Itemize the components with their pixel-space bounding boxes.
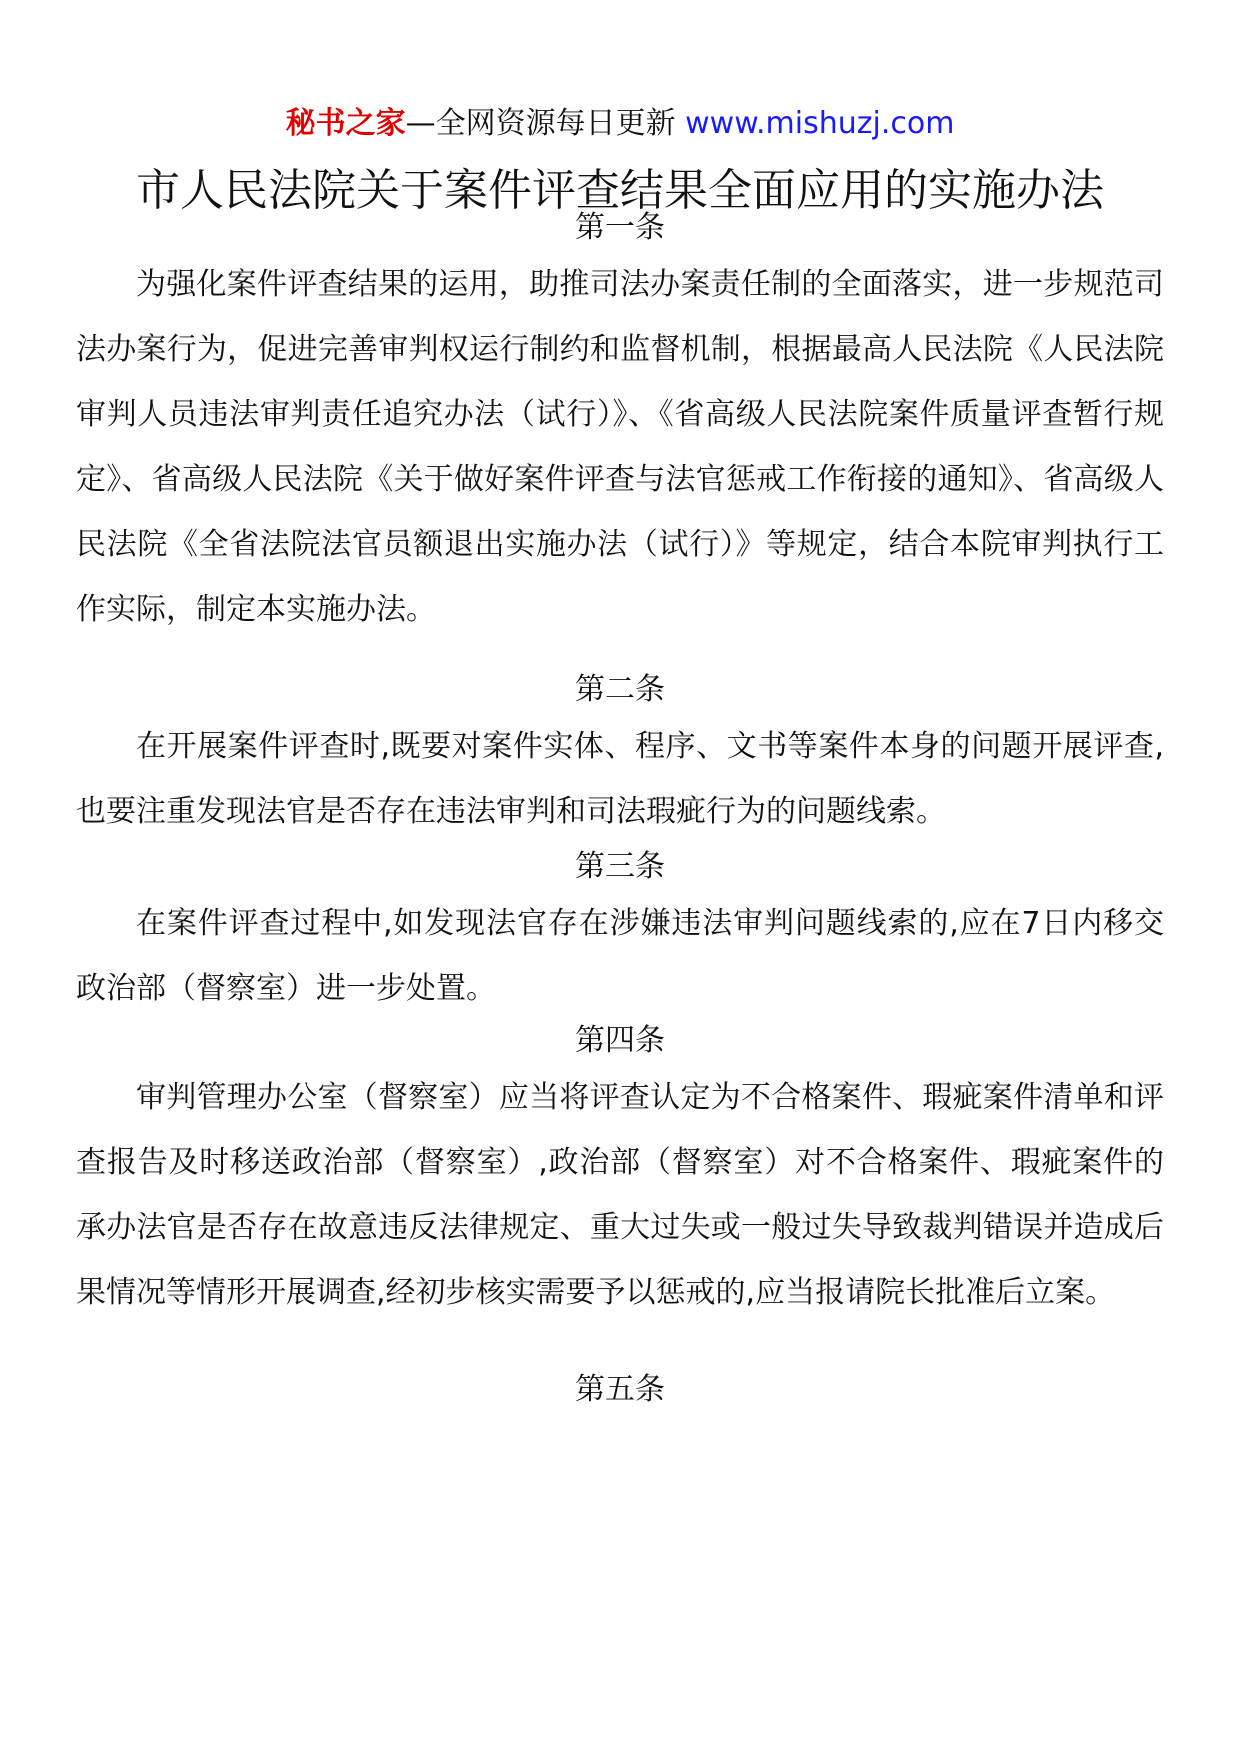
site-brand: 秘书之家 — [285, 106, 406, 141]
site-url-link[interactable]: www.mishuzj.com — [685, 106, 955, 141]
article-body: 审判管理办公室（督察室）应当将评查认定为不合格案件、瑕疵案件清单和评查报告及时移送政治部（督察室）,政治部（督察室）对不合格案件、瑕疵案件的承办法官是否存在故意违反法律规定、重大过失或一般过失导致裁判错误并造成后果情况等情形开展调查,经初步核实需要予以惩戒的,应当报请院长批准后立案。 — [76, 1080, 1164, 1310]
article-body: 为强化案件评查结果的运用，助推司法办案责任制的全面落实，进一步规范司法办案行为，促进完善审判权运行制约和监督机制，根据最高人民法院《人民法院审判人员违法审判责任追究办法（试行）》、《省高级人民法院案件质量评查暂行规定》、省高级人民法院《关于做好案件评查与法官惩戒工作衔接的通知》、省高级人民法院《全省法院法官员额退出实施办法（试行）》等规定，结合本院审判执行工作实际，制定本实施办法。 — [76, 267, 1164, 627]
article-heading: 第二条 — [575, 672, 665, 707]
document-title: 市人民法院关于案件评查结果全面应用的实施办法 — [136, 165, 1104, 216]
site-slogan: —全网资源每日更新 — [405, 106, 676, 141]
article-heading: 第一条 — [575, 210, 665, 245]
article-body: 在开展案件评查时,既要对案件实体、程序、文书等案件本身的问题开展评查,也要注重发现法官是否存在违法审判和司法瑕疵行为的问题线索。 — [76, 729, 1164, 829]
site-header — [0, 100, 1240, 148]
article-heading: 第三条 — [575, 849, 665, 884]
article-body: 在案件评查过程中,如发现法官存在涉嫌违法审判问题线索的,应在7日内移交政治部（督察室）进一步处置。 — [76, 906, 1164, 1006]
article-heading: 第四条 — [575, 1023, 665, 1058]
article-heading: 第五条 — [575, 1372, 665, 1407]
